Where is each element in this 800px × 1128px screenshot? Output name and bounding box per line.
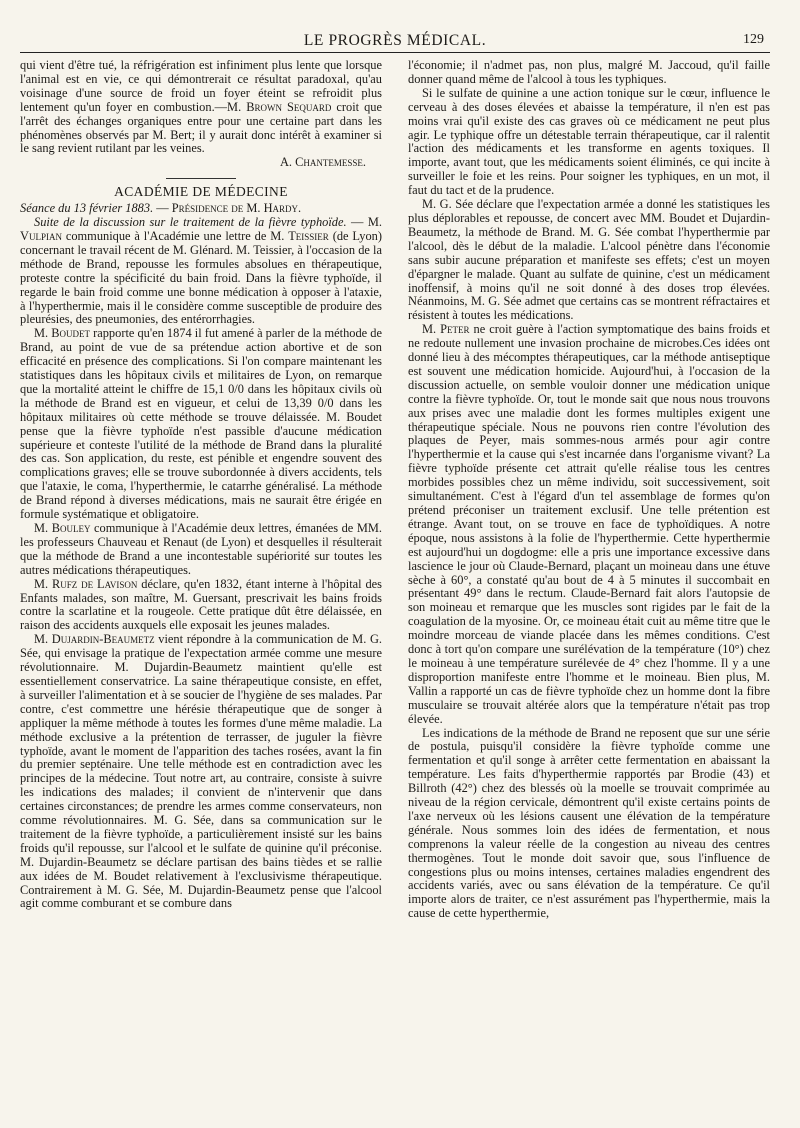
person-name: Vulpian bbox=[20, 228, 62, 243]
author-signature: A. Chantemesse. bbox=[279, 155, 366, 170]
session-presidency: — Présidence de M. Hardy. bbox=[156, 201, 302, 216]
paragraph: Les indications de la méthode de Brand ne reposent que sur une série de postula, puisqu'il considère la fièvre typhoïde comme une fermentation et qu'il songe à arrêter cette fermentation en abaissant la température. Les faits d'hyperthermie rapportés par Brodie (43) et Billroth (42°) chez des blessés où la moelle se trouvait comprimée au niveau de la région cervicale, démontrent qu'il existe certains points de l'axe nerveux où les lésions causent une élévation de la température générale. Nous sommes loin des idées de fermentation, et nous comprenons la valeur réelle de la congestion au niveau des centres thermogènes. Tout le monde doit savoir que, sous l'influence de congestions plus ou moins intenses, certaines maladies engendrent des accidents variés, avec ou sans élévation de la température. Ce qu'il importe alors de traiter, ce n'est assurément pas l'hyperthermie, mais la cause de cette hyperthermie, bbox=[408, 725, 770, 921]
person-name: Boudet bbox=[51, 326, 90, 341]
person-name: Rufz de Lavison bbox=[52, 576, 138, 591]
running-header bbox=[20, 30, 770, 53]
text: communique à l'Académie une lettre de M. bbox=[65, 228, 285, 243]
paragraph: l'économie; il n'admet pas, non plus, malgré M. Jaccoud, qu'il faille donner quand même de l'alcool à tous les typhiques. bbox=[408, 58, 770, 86]
paragraph: Si le sulfate de quinine a une action tonique sur le cœur, influence le cerveau à des doses élevées et abaisse la température, il n'en est pas moins vrai qu'il existe des cas graves où ce médicament ne peut plus agir. Le typhique offre un détestable terrain thérapeutique, car il ralentit l'action des médicaments et les transforme en agents toxiques. Il importe, avant tout, que les médicaments soient éliminés, ce qui incite à surveiller le foie et les reins. Pour soigner les typhiques, en un mot, il faut du tact et de la prudence. bbox=[408, 85, 770, 198]
text: ne croit guère à l'action symptomatique des bains froids et ne redoute nullement une invasion prochaine de microbes.Ces idées ont donné lieu à des mécomptes thérapeutiques, car la méthode antiseptique est souvent une médication homicide. Aujourd'hui, à l'occasion de la discussion actuelle, on semble vouloir donner une médication unique contre la fièvre typhoïde. Or, tout le monde sait que nous nous trouvons aux prises avec une maladie dont les formes multiples exigent une thérapeutique spéciale. Nous ne pouvons rien contre l'évolution des plaques de Peyer, mais sommes-nous armés pour agir contre l'hyperthermie et la cause qui s'est incarnée dans l'organisme vivant? La fièvre typhoïde présente cet attrait qu'elle réalise tous les centres morbides possibles chez un même individu, soit successivement, soit simultanément. C'est à l'égard d'un tel assemblage de formes qu'on prétend préconiser un traitement exclusif. Une telle prétention est étrange. Avant tout, on se trouve en face de typhoïdiques. A notre époque, nous assistons à la folie de l'hyperthermie. Cette hyperthermie est aujourd'hui un dogdogme: elle a pris une importance excessive dans lascience le jour où Claude-Bernard, plaçant un moineau dans une étuve sèche à 60°, a constaté qu'au bout de 4 à 5 minutes il succombait en présentant 49° dans le rectum. Claude-Bernard fait alors l'autopsie de son moineau et remarque que les muscles sont rigides par le fait de la coagulation de la myosine. Or, ce moineau était cuit au même titre que le moindre morceau de viande placée dans les mêmes conditions. C'est donc à tort qu'on compare une surélévation de la température (10°) chez le moineau à une température surélevée de 4° chez l'homme. Il y a une disproportion manifeste entre l'homme et le moineau. Bien plus, M. Vallin a rapporté un cas de fièvre typhoïde chez un homme dont la fibre musculaire se trouvait altérée alors que la température n'était pas trop élevée. bbox=[408, 322, 770, 726]
person-name: Bouley bbox=[51, 521, 91, 535]
text: M. bbox=[422, 322, 437, 337]
session-line bbox=[20, 202, 382, 216]
paragraph bbox=[20, 578, 382, 634]
two-column-body bbox=[20, 59, 770, 921]
left-column bbox=[20, 59, 382, 921]
paragraph bbox=[20, 522, 382, 578]
text: M. bbox=[34, 521, 49, 535]
text: vient répondre à la communication de M. G. Sée, qui envisage la pratique de l'expectation armée comme une mesure révolutionnaire. M. Dujardin-Beaumetz maintient qu'elle est essentiellement conservatrice. La saine thérapeutique consiste, en effet, à surveiller l'alimentation et à se soucier de l'hygiène de ses malades. Par contre, c'est commettre une hérésie thérapeutique que de songer à appliquer la même méthode à toutes les formes d'une même maladie. La méthode exclusive a la prétention de terrasser, de juguler la fièvre typhoïde, avant le moment de l'apparition des taches rosées, avant la fin du premier septénaire. Une telle méthode est en contradiction avec les principes de la médecine. Tout notre art, au contraire, consiste à suivre les indications des malades; il convient de n'intervenir que dans certaines circonstances; de prendre les armes comme conservateurs, non comme révolutionnaires. M. G. Sée, dans sa communication sur le traitement de la fièvre typhoïde, a particulièrement insisté sur les bains froids qu'il repousse, sur l'alcool et le sulfate de quinine qu'il préconise. M. Dujardin-Beaumetz se déclare partisan des bains tièdes et se rallie aux idées de M. Boudet relativement à l'exclusivisme thérapeutique. Contrairement à M. G. Sée, M. Dujardin-Beaumetz pense que l'alcool agit comme comburant et se combure dans bbox=[20, 632, 382, 911]
text: communique à l'Académie deux lettres, émanées de MM. les professeurs Chauveau et Renaut (de Lyon) et desquelles il résulterait que la méthode de Brand a une incontestable supériorité sur toutes les autres médications thérapeutiques. bbox=[20, 521, 382, 577]
paragraph bbox=[20, 216, 382, 327]
session-date: Séance du 13 février 1883. bbox=[20, 201, 154, 216]
person-name: Dujardin-Beaumetz bbox=[51, 632, 155, 647]
text: rapporte qu'en 1874 il fut amené à parler de la méthode de Brand, au point de vue de sa prétendue action abortive et de son efficacité en présence des complications. Si l'on compare maintenant les statistiques dans les hôpitaux civils et militaires de Lyon, on remarque que la mortalité atteint le chiffre de 15,1 0/0 dans les hôpitaux civils où la méthode de Brand est en vigueur, et celui de 13,39 0/0 dans les hôpitaux militaires où cette méthode se trouve délaissée. M. Boudet pense que la fièvre typhoïde n'est passible d'aucune médication supérieure et conteste l'utilité de la méthode de Brand dans la pluralité des cas. Son application, du reste, est pénible et engendre souvent des complications graves; elle se trouve subordonnée à divers accidents, tels que l'ataxie, le coma, l'hyperthermie, le catarrhe généralisé. La méthode de Brand répond à diverses médications, mais ne saurait être érigée en formule systématique et obligatoire. bbox=[20, 326, 382, 522]
paragraph bbox=[408, 323, 770, 726]
text: qui vient d'être tué, la réfrigération est infiniment plus lente que lorsque l'animal est en vie, ce qui démontrerait ce résultat paradoxal, qu'au voisinage d'une source de froid un foyer éteint se refroidit plus lentement qu'un foyer en combustion.—M. bbox=[20, 58, 382, 114]
person-name: Peter bbox=[440, 322, 470, 337]
person-name: Teissier bbox=[288, 228, 329, 243]
discussion-title: Suite de la discussion sur le traitement de la fièvre typhoïde. bbox=[34, 215, 347, 230]
page-number: 129 bbox=[743, 32, 764, 47]
section-title: ACADÉMIE DE MÉDECINE bbox=[114, 184, 288, 200]
paragraph bbox=[20, 59, 382, 156]
text: M. bbox=[34, 576, 49, 591]
journal-title: LE PROGRÈS MÉDICAL. bbox=[303, 32, 487, 49]
paragraph bbox=[20, 633, 382, 911]
text: — M. bbox=[351, 215, 382, 230]
text: déclare, qu'en 1832, étant interne à l'hôpital des Enfants malades, son maître, M. Guersant, prescrivait les bains froids contre la scarlatine et la rougeole. Cette pratique dût être délaissée, en raison des accidents auxquels elle exposait les jeunes malades. bbox=[20, 576, 382, 633]
text: croit que l'arrêt des échanges organiques entre pour une certaine part dans les phénomènes observés par M. Bert; il y aurait donc intérêt à examiner si le sang revient rutilant par les veines. bbox=[20, 99, 382, 156]
right-column bbox=[408, 59, 770, 921]
person-name: Brown Sequard bbox=[246, 99, 332, 114]
paragraph: M. G. Sée déclare que l'expectation armée a donné les statistiques les plus déplorables et repousse, de concert avec MM. Boudet et Dujardin-Beaumetz, la méthode de Brand. M. G. Sée combat l'hyperthermie par l'alcool, dès le début de la maladie. L'alcool pénètre dans l'économie sans subir aucune préparation et manifeste ses effets; c'est un moyen d'épargner le malade. Quant au sulfate de quinine, c'est un médicament inoffensif, à moins qu'il ne soit donné à des doses trop élevées. Néanmoins, M. G. Sée admet que certains cas se montrent réfractaires et résistent à toutes les médications. bbox=[408, 197, 770, 323]
paragraph bbox=[20, 327, 382, 522]
text: M. bbox=[34, 326, 49, 341]
text: (de Lyon) concernant le travail récent de M. Glénard. M. Teissier, à l'occasion de la méthode de Brand, repousse les formules absolues en thérapeutique, proteste contre la spécificité du bain froid. Dans la fièvre typhoïde, il regarde le bain froid comme une bonne médication à opposer à l'ataxie, à l'hyperthermie, mais il le considère comme susceptible de produire des pleurésies, des pneumonies, des entérorrhagies. bbox=[20, 228, 382, 327]
text: M. bbox=[34, 632, 49, 647]
section-divider bbox=[166, 178, 236, 179]
